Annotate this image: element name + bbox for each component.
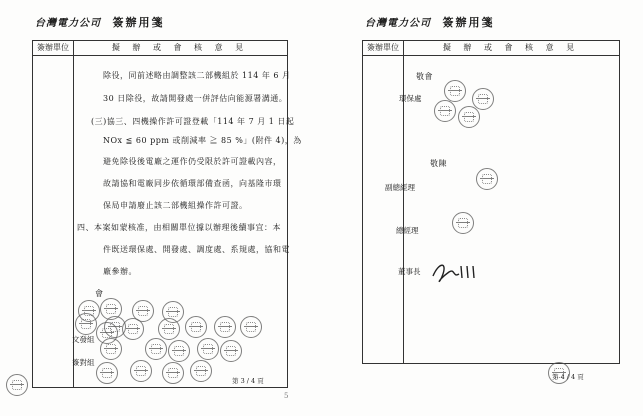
seal-stamp xyxy=(214,316,236,338)
signer-label-vp: 副總經理 xyxy=(385,183,415,192)
seal-stamp xyxy=(220,340,242,362)
signer-label-chair: 董事長 xyxy=(398,267,421,276)
table-header-row xyxy=(33,41,287,56)
col-unit-header: 簽辦單位 xyxy=(37,43,69,52)
seal-stamp xyxy=(434,100,456,122)
page-number: 第 4 / 4 頁 xyxy=(552,373,584,381)
seal-stamp xyxy=(444,80,466,102)
body-line: (三)協三、四機操作許可證登載「114 年 7 月 1 日起 xyxy=(91,117,295,126)
org-name: 台灣電力公司 xyxy=(35,18,101,29)
seal-stamp xyxy=(122,318,144,340)
body-line: 件既送環保處、開發處、調度處、系規處，協和電 xyxy=(103,245,290,254)
body-line: 避免除役後電廠之運作仍受限於許可證載內容， xyxy=(103,157,282,166)
page-4 xyxy=(330,0,643,416)
body-line: 廠參辦。 xyxy=(103,267,137,276)
body-line: 敬會 xyxy=(416,72,433,81)
margin-mark: 5 xyxy=(284,392,289,400)
form-title: 簽辦用箋 xyxy=(442,16,495,29)
seal-stamp xyxy=(130,360,152,382)
seal-stamp xyxy=(145,338,167,360)
sign-table xyxy=(362,40,620,364)
signer-label-doc: 文發組 xyxy=(72,335,95,344)
body-line: 會 xyxy=(95,289,104,298)
body-line: 保局申請廢止該二部機組操作許可證。 xyxy=(103,201,248,210)
seal-stamp xyxy=(190,360,212,382)
signer-label-env: 環保處 xyxy=(399,94,422,103)
page-number: 第 3 / 4 頁 xyxy=(232,377,264,385)
body-line: 故請協和電廠同步依循環部備查函，向基隆市環 xyxy=(103,179,282,188)
chairman-signature xyxy=(429,258,477,284)
seal-stamp xyxy=(100,338,122,360)
seal-stamp xyxy=(240,316,262,338)
col-unit-header: 簽辦單位 xyxy=(367,43,399,52)
body-line: 除役，同前述略由調整該二部機組於 114 年 6 月 xyxy=(103,71,291,80)
seal-stamp xyxy=(472,88,494,110)
page-header xyxy=(35,14,165,30)
seal-stamp xyxy=(185,316,207,338)
table-header-row xyxy=(363,41,619,56)
body-line: NOx ≦ 60 ppm 或削減率 ≧ 85 %」(附件 4)，為 xyxy=(103,136,302,145)
col-opinion-header: 擬 辦 或 會 核 意 見 xyxy=(111,43,249,52)
form-title: 簽辦用箋 xyxy=(112,16,165,29)
seal-stamp xyxy=(158,318,180,340)
seal-stamp xyxy=(197,338,219,360)
seal-stamp xyxy=(168,340,190,362)
seal-stamp xyxy=(458,106,480,128)
seal-stamp xyxy=(6,374,28,396)
body-line: 四、本案如蒙核准，由相關單位據以辦理後續事宜：本 xyxy=(77,223,281,232)
body-line: 敬陳 xyxy=(430,159,447,168)
seal-stamp xyxy=(75,313,97,335)
seal-stamp xyxy=(96,362,118,384)
org-name: 台灣電力公司 xyxy=(365,18,431,29)
col-opinion-header: 擬 辦 或 會 核 意 見 xyxy=(442,43,580,52)
seal-stamp xyxy=(162,362,184,384)
signer-label-gm: 總經理 xyxy=(396,226,419,235)
seal-stamp xyxy=(452,212,474,234)
body-line: 30 日除役，故請開發處一併評估向能源署溝通。 xyxy=(103,94,288,103)
page-3 xyxy=(0,0,300,416)
column-divider xyxy=(403,41,404,363)
page-header xyxy=(365,14,495,30)
signer-label-check: 簽對組 xyxy=(72,358,95,367)
seal-stamp xyxy=(476,168,498,190)
